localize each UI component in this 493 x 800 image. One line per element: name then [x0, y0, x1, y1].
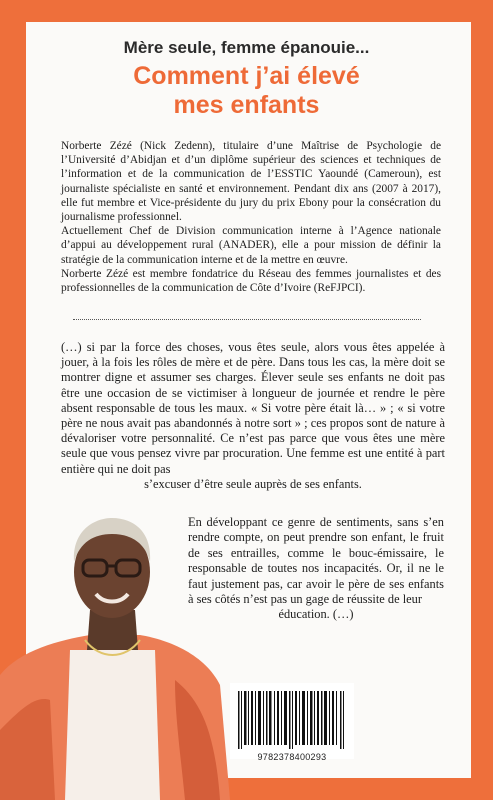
bio-paragraph: Actuellement Chef de Division communication interne à l’Agence nationale d’appui au développement rural (ANADER), elle a pour mission de définir la stratégie de la communication interne et de la mettre en œuvre.	[61, 225, 441, 266]
author-bio	[61, 139, 441, 295]
supertitle: Mère seule, femme épanouie...	[123, 38, 370, 57]
bio-paragraph: Norberte Zézé est membre fondatrice du Réseau des femmes journalistes et des professionnelles de la communication de Côte d’Ivoire (ReFJPCI).	[61, 267, 441, 295]
excerpt-paragraph-end: s’excuser d’être seule auprès de ses enfants.	[144, 476, 362, 491]
author-photo	[0, 500, 230, 800]
bio-paragraph: Norberte Zézé (Nick Zedenn), titulaire d’une Maîtrise de Psychologie de l’Université d’Abidjan et d’un diplôme supérieur des sciences et techniques de l’information et de la communication de l’ESSTIC Yaoundé (Cameroun), est journaliste spécialiste en santé et environnement. Pendant dix ans (2007 à 2017), elle fut membre et Vice-présidente du jury du prix Ebony pour la consécration du journalisme professionnel.	[61, 140, 441, 224]
book-title-line-1: Comment j’ai élevé	[133, 62, 360, 90]
book-title	[30, 62, 463, 120]
excerpt-paragraph: (…) si par la force des choses, vous êtes seule, alors vous êtes appelée à jouer, à la fois les rôles de mère et de père. Dans tous les cas, la mère doit se montrer digne et assumer ses charges. Élever seule ses enfants ne doit pas être une occasion de se victimiser à longueur de journée et rendre le père absent responsable de tous les maux. « Si votre père était là… » ; « si votre père ne nous avait pas abandonnés à notre sort » ; ces propos sont de nature à dévaloriser votre personnalité. Ce n’est pas parce que vous êtes une mère seule que vous pensez vivre par procuration. Une femme est une entité à part entière qui ne doit pas	[61, 340, 445, 476]
excerpt-continuation-end: éducation. (…)	[278, 607, 354, 622]
orange-border-right	[471, 0, 493, 800]
excerpt-continuation-text: En développant ce genre de sentiments, sans s’en rendre compte, on peut prendre son enfant, le fruit de ses entrailles, comme le bouc-émissaire, le responsable de toutes nos incapacités. Or, il ne le faut justement pas, car avoir le père de ses enfants à ses côtés n’est pas un gage de réussite de leur	[188, 515, 444, 607]
book-title-line-2: mes enfants	[173, 91, 320, 119]
orange-border-top	[0, 0, 493, 22]
dotted-separator	[73, 319, 421, 320]
isbn-number: 9782378400293	[257, 752, 327, 762]
barcode	[230, 683, 354, 759]
book-excerpt	[61, 340, 445, 492]
